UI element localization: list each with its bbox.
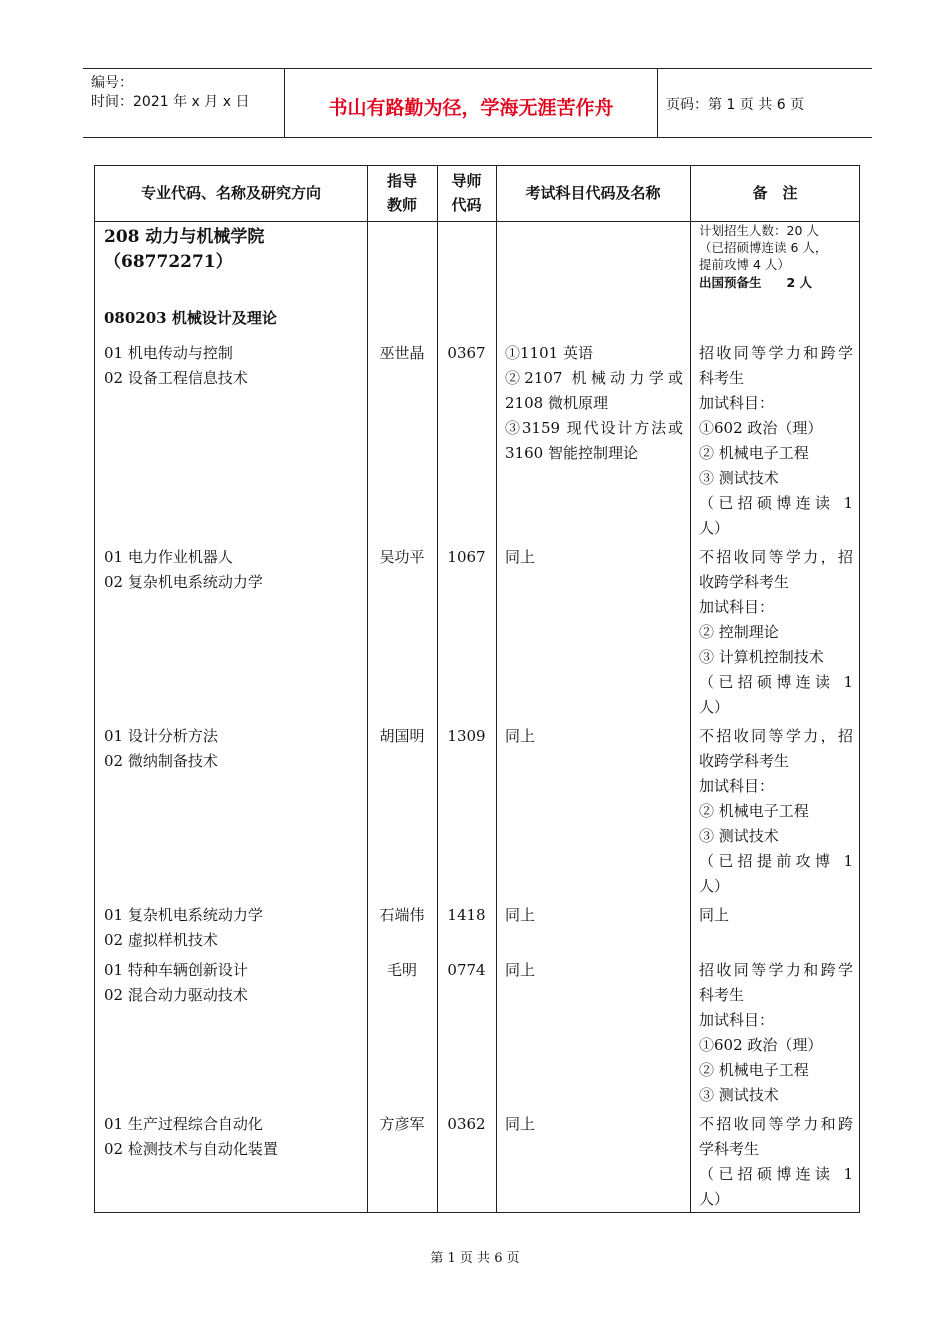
header-meta-cell [83,69,285,137]
note-line: 人） [699,1190,730,1208]
note-line: 加试科目： [699,1011,775,1029]
note-line: 不招收同等学力，招 [699,727,853,745]
plan-line-1: 计划招生人数：20 人 [699,223,819,238]
note-line: 科考生 [699,986,745,1004]
direction-line: 02 复杂机电系统动力学 [104,573,263,591]
note-line: 加试科目： [699,394,775,412]
motto: 书山有路勤为径，学海无涯苦作舟 [328,97,614,119]
note-line: 收跨学科考生 [699,573,790,591]
note-line: 学科考生 [699,1140,760,1158]
advisor-code: 0362 [447,1115,486,1133]
note-line: ② 机械电子工程 [699,802,809,820]
direction-line: 02 虚拟样机技术 [104,931,218,949]
note-line: 不招收同等学力，招 [699,548,853,566]
header-code-l2: 代码 [451,196,482,214]
advisor-code: 1309 [447,727,486,745]
exam-line: 同上 [505,906,536,924]
note-line: ② 控制理论 [699,623,779,641]
exam-line: 2108 微机原理 [505,394,608,412]
direction-line: 02 微纳制备技术 [104,752,218,770]
note-line: ①602 政治（理） [699,1036,823,1054]
exam-line: 3160 智能控制理论 [505,444,638,462]
note-line: ③ 计算机控制技术 [699,648,824,666]
header-notes: 备 注 [752,184,798,202]
header-motto-cell [285,69,658,137]
college-name: 208 动力与机械学院 [104,227,265,247]
header-code-l1: 导师 [451,172,482,190]
direction-line: 01 生产过程综合自动化 [104,1115,263,1133]
advisor-code: 1067 [447,548,486,566]
note-line: （已招硕博连读 1 [699,494,853,512]
note-line: 加试科目： [699,777,775,795]
advisor-name: 胡国明 [379,727,425,745]
header-advisor-l2: 教师 [386,196,417,214]
note-line: ② 机械电子工程 [699,1061,809,1079]
note-line: 招收同等学力和跨学 [699,961,853,979]
col-divider [690,166,691,1212]
direction-line: 01 设计分析方法 [104,727,218,745]
major-title: 080203 机械设计及理论 [104,309,277,327]
exam-line: 同上 [505,727,536,745]
col-divider [367,166,368,1212]
plan-line-3: 提前攻博 4 人） [699,257,790,272]
note-line: ③ 测试技术 [699,827,779,845]
document-header [83,68,872,138]
advisor-name: 毛明 [386,961,417,979]
admission-table [94,165,860,1213]
note-line: 加试科目： [699,598,775,616]
direction-line: 01 特种车辆创新设计 [104,961,248,979]
direction-line: 02 混合动力驱动技术 [104,986,248,1004]
advisor-name: 巫世晶 [379,344,425,362]
advisor-code: 0367 [447,344,486,362]
note-line: 人） [699,519,730,537]
exam-line: ②2107 机械动力学或 [505,369,683,387]
exam-line: 同上 [505,548,536,566]
header-major: 专业代码、名称及研究方向 [140,184,321,202]
direction-line: 02 设备工程信息技术 [104,369,248,387]
note-line: 不招收同等学力和跨 [699,1115,853,1133]
note-line: 人） [699,877,730,895]
college-phone: （68772271） [104,252,233,272]
col-divider [496,166,497,1212]
exam-line: 同上 [505,1115,536,1133]
advisor-name: 方彦军 [379,1115,425,1133]
note-line: 招收同等学力和跨学 [699,344,853,362]
header-exam: 考试科目代码及名称 [525,184,661,202]
note-line: 科考生 [699,369,745,387]
header-advisor-l1: 指导 [386,172,417,190]
note-line: 同上 [699,906,730,924]
note-line: ③ 测试技术 [699,1086,779,1104]
direction-line: 01 机电传动与控制 [104,344,233,362]
note-line: 收跨学科考生 [699,752,790,770]
note-line: （已招硕博连读 1 [699,1165,853,1183]
page-label: 页码：第 1 页 共 6 页 [666,97,805,113]
time-label: 时间：2021 年 x 月 x 日 [91,94,250,110]
advisor-name: 吴功平 [379,548,425,566]
advisor-code: 0774 [447,961,486,979]
note-line: （已招提前攻博 1 [699,852,853,870]
number-label: 编号： [91,75,133,91]
exam-line: 同上 [505,961,536,979]
direction-line: 01 复杂机电系统动力学 [104,906,263,924]
plan-line-4: 出国预备生 2 人 [699,275,813,290]
advisor-code: 1418 [447,906,486,924]
note-line: （已招硕博连读 1 [699,673,853,691]
header-page-cell [658,69,872,137]
note-line: 人） [699,698,730,716]
direction-line: 02 检测技术与自动化装置 [104,1140,278,1158]
direction-line: 01 电力作业机器人 [104,548,233,566]
note-line: ①602 政治（理） [699,419,823,437]
exam-line: ③3159 现代设计方法或 [505,419,683,437]
advisor-name: 石端伟 [379,906,425,924]
note-line: ③ 测试技术 [699,469,779,487]
exam-line: ①1101 英语 [505,344,593,362]
page-footer: 第 1 页 共 6 页 [430,1251,520,1266]
col-divider [437,166,438,1212]
note-line: ② 机械电子工程 [699,444,809,462]
plan-line-2: （已招硕博连读 6 人， [699,240,828,255]
